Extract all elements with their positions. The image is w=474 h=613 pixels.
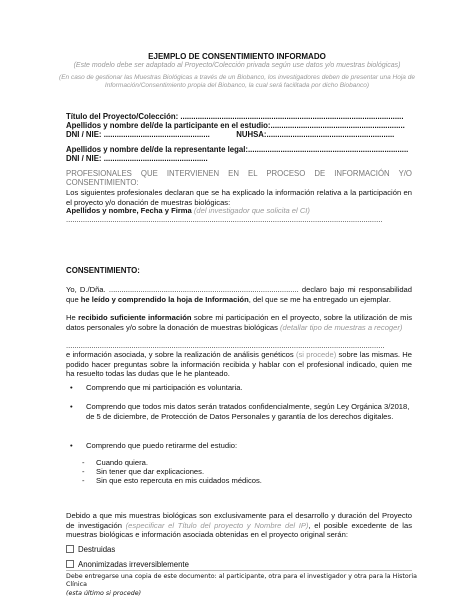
- participant-name-label: Apellidos y nombre del/de la participante en el estudio:: [66, 121, 271, 130]
- project-title-label: Título del Proyecto/Colección:: [66, 112, 179, 121]
- genetic-text-end: sobre las mismas. He podido hacer preguntas sobre la información recibida y hablar con el profesional indicado, quien me ha resuelto todas las dudas que le he planteado.: [66, 350, 412, 378]
- signature-dots: ......................................................................................................................................................: [66, 215, 383, 224]
- surplus-text-end: , el posible excedente de las muestras biológicas e información asociada obtenidas en el proyecto original serán:: [66, 520, 412, 539]
- bullet-icon: •: [70, 441, 73, 450]
- withdraw-option-text: Cuando quiera.: [96, 458, 148, 467]
- signature-label: Apellidos y nombre, Fecha y Firma: [66, 206, 192, 215]
- biobank-note: (En caso de gestionar las Muestras Biológicas a través de un Biobanco, los investigadores deben de presentar una Hoja de Información/Consentimiento propia del Biobanco, la cual será facilitada por dicho Biobanco): [59, 74, 415, 90]
- bullet-withdraw: [70, 441, 412, 451]
- legal-rep-dni-label: DNI / NIE:: [66, 154, 102, 163]
- bullet-text: Comprendo que todos mis datos serán tratados confidencialmente, según Ley Orgánica 3/2018, de 5 de diciembre, de Protección de Datos Personales y garantía de los derechos digitales.: [86, 402, 410, 421]
- withdraw-option: [82, 458, 412, 467]
- legal-rep-dots: ..........................................................................: [247, 145, 409, 154]
- info-text-start: He: [66, 313, 79, 322]
- bullet-text: Comprendo que puedo retirarme del estudio:: [86, 441, 238, 450]
- consent-heading: CONSENTIMIENTO:: [66, 266, 140, 275]
- footer-line: Debe entregarse una copia de este documento: al participante, otra para el investigador y otra para la Historia Clínica: [66, 573, 417, 589]
- genetic-analysis-paragraph: [66, 350, 412, 379]
- withdraw-option-text: Sin que esto repercuta en mis cuidados médicos.: [96, 476, 262, 485]
- info-bold: recibido suficiente información: [78, 313, 192, 322]
- dash-icon: -: [82, 467, 85, 476]
- checkbox-icon[interactable]: [66, 545, 74, 553]
- nuhsa-dots: ...........................................................: [266, 130, 395, 139]
- consent-declaration: [66, 285, 412, 304]
- professionals-heading: PROFESIONALES QUE INTERVIENEN EN EL PROCESO DE INFORMACIÓN Y/O CONSENTIMIENTO:: [66, 169, 412, 188]
- option-anonymized[interactable]: [66, 560, 189, 569]
- declaration-bold: he leído y comprendido la hoja de Información: [80, 294, 249, 304]
- withdraw-option: [82, 467, 412, 476]
- withdraw-option: [82, 476, 412, 485]
- footer-divider: [66, 570, 412, 571]
- dni-nuhsa-field: [66, 130, 412, 140]
- project-hint: (especificar el Título del proyecto y Nombre del IP): [125, 520, 309, 530]
- sample-surplus-paragraph: [66, 511, 412, 540]
- nuhsa-label: NUHSA:: [236, 130, 267, 139]
- footer-line-italic: (esta último si procede): [66, 589, 142, 597]
- footer-note: [66, 573, 426, 598]
- declaration-end: , del que se me ha entregado un ejemplar.: [248, 294, 391, 304]
- option-destroyed[interactable]: [66, 545, 115, 554]
- genetic-text: e información asociada, y sobre la realización de análisis genéticos: [66, 350, 296, 359]
- legal-rep-label: Apellidos y nombre del/de la representante legal:: [66, 145, 248, 154]
- genetic-hint: (si procede): [295, 350, 337, 359]
- info-text: sobre mi participación en el proyecto, sobre la utilización de mis datos personales y/o sobre la donación de muestras biológicas: [66, 313, 412, 332]
- dash-icon: -: [82, 458, 85, 467]
- option-anonymized-label: Anonimizadas irreversiblemente: [78, 560, 189, 569]
- legal-rep-dni-dots: ................................................: [101, 154, 208, 163]
- bullet-data-protection: [70, 402, 412, 421]
- signature-note: (del investigador que solicita el CI): [191, 206, 310, 215]
- information-received: [66, 313, 412, 332]
- bullet-text: Comprendo que mi participación es voluntaria.: [86, 383, 243, 392]
- bullet-icon: •: [70, 402, 73, 411]
- checkbox-icon[interactable]: [66, 560, 74, 568]
- adaptation-note: (Este modelo debe ser adaptado al Proyecto/Colección privada según use datos y/o muestras biológicas): [73, 62, 401, 69]
- participant-name-dots: ..............................................................: [270, 121, 405, 130]
- document-title: EJEMPLO DE CONSENTIMIENTO INFORMADO: [148, 52, 326, 61]
- dni-dots: .................................................: [101, 130, 210, 139]
- declaration-text: Yo, D./Dña. .......................................................................................... declaro bajo mi responsabilidad que: [66, 285, 412, 304]
- professionals-text: Los siguientes profesionales declaran que se ha explicado la información relativa a la participación en el proyecto y/o donación de muestras biológicas:: [66, 188, 412, 207]
- sample-type-hint: (detallar tipo de muestras a recoger): [280, 322, 403, 332]
- project-title-dots: .......................................................................................................: [178, 112, 404, 121]
- dash-icon: -: [82, 476, 85, 485]
- option-destroyed-label: Destruidas: [78, 545, 116, 554]
- surplus-text: Debido a que mis muestras biológicas son exclusivamente para el desarrollo y duración del Proyecto de investigación: [66, 511, 412, 530]
- sample-type-dots: .......................................................................................................................................................: [66, 341, 385, 350]
- dni-label: DNI / NIE:: [66, 130, 102, 139]
- legal-rep-dni-field: [66, 154, 412, 164]
- withdraw-option-text: Sin tener que dar explicaciones.: [96, 467, 205, 476]
- bullet-voluntary: [70, 383, 412, 393]
- bullet-icon: •: [70, 383, 73, 392]
